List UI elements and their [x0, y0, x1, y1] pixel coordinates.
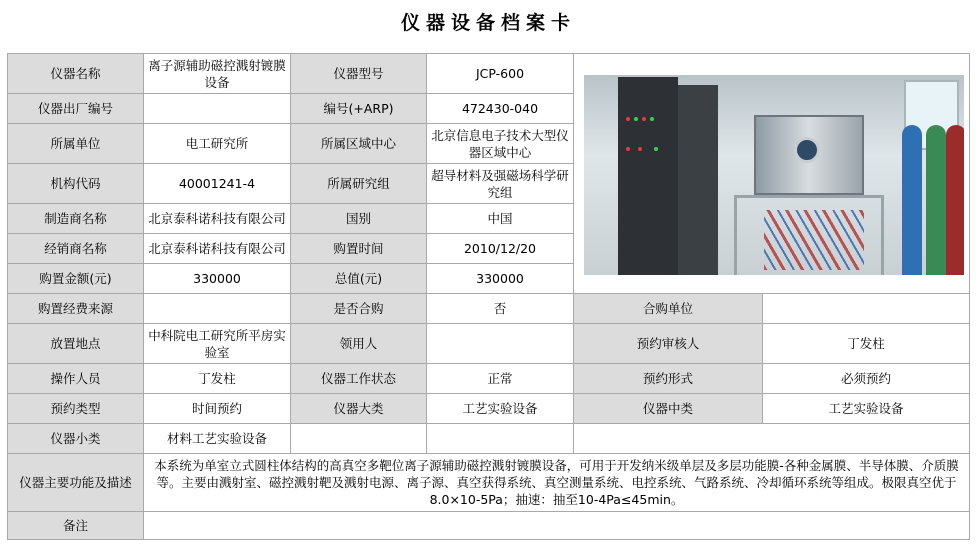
- label-location: 放置地点: [8, 324, 144, 364]
- value-manufacturer: 北京泰科诺科技有限公司: [144, 204, 291, 234]
- label-recipient: 领用人: [291, 324, 427, 364]
- label-total-value: 总值(元): [291, 264, 427, 294]
- value-research-group: 超导材料及强磁场科学研究组: [427, 164, 574, 204]
- photo-gas-cylinder: [902, 125, 922, 275]
- value-instrument-name: 离子源辅助磁控溅射镀膜设备: [144, 54, 291, 94]
- label-model: 仪器型号: [291, 54, 427, 94]
- card-title: 仪器设备档案卡: [400, 12, 576, 34]
- value-arp-number: 472430-040: [427, 94, 574, 124]
- value-recipient: [427, 324, 574, 364]
- photo-cables: [764, 210, 864, 270]
- value-funding-source: [144, 294, 291, 324]
- label-manufacturer: 制造商名称: [8, 204, 144, 234]
- label-booking-type: 预约类型: [8, 394, 144, 424]
- label-factory-serial: 仪器出厂编号: [8, 94, 144, 124]
- table-row: [8, 394, 970, 424]
- value-unit: 电工研究所: [144, 124, 291, 164]
- instrument-photo: [584, 75, 964, 275]
- value-booking-form: 必须预约: [763, 364, 970, 394]
- label-funding-source: 购置经费来源: [8, 294, 144, 324]
- table-row: [8, 294, 970, 324]
- label-region-center: 所属区域中心: [291, 124, 427, 164]
- photo-viewport: [794, 137, 820, 163]
- table-row: [8, 512, 970, 540]
- label-joint-purchase: 是否合购: [291, 294, 427, 324]
- label-purchase-date: 购置时间: [291, 234, 427, 264]
- value-total-value: 330000: [427, 264, 574, 294]
- label-unit: 所属单位: [8, 124, 144, 164]
- value-description: 本系统为单室立式圆柱体结构的高真空多靶位离子源辅助磁控溅射镀膜设备，可用于开发纳米级单层及多层功能膜-各种金属膜、半导体膜、介质膜等。主要由溅射室、磁控溅射靶及溅射电源、离子源、真空获得系统、真空测量系统、电控系统、气路系统、冷却循环系统等组成。极限真空优于8.0×10-5Pa；抽速：抽至10-4Pa≤45min。: [144, 454, 970, 512]
- label-minor-category: 仪器小类: [8, 424, 144, 454]
- value-region-center: 北京信息电子技术大型仪器区域中心: [427, 124, 574, 164]
- photo-control-rack: [618, 77, 678, 275]
- empty-cell: [574, 424, 970, 454]
- value-work-status: 正常: [427, 364, 574, 394]
- label-remarks: 备注: [8, 512, 144, 540]
- table-row: [8, 424, 970, 454]
- photo-gas-cylinder: [946, 125, 964, 275]
- value-country: 中国: [427, 204, 574, 234]
- empty-cell: [291, 424, 427, 454]
- value-booking-type: 时间预约: [144, 394, 291, 424]
- value-factory-serial: [144, 94, 291, 124]
- instrument-photo-cell: [574, 54, 970, 294]
- value-operator: 丁发柱: [144, 364, 291, 394]
- value-location: 中科院电工研究所平房实验室: [144, 324, 291, 364]
- label-instrument-name: 仪器名称: [8, 54, 144, 94]
- value-purchase-date: 2010/12/20: [427, 234, 574, 264]
- label-purchase-amount: 购置金额(元): [8, 264, 144, 294]
- label-country: 国别: [291, 204, 427, 234]
- value-remarks: [144, 512, 970, 540]
- label-work-status: 仪器工作状态: [291, 364, 427, 394]
- label-org-code: 机构代码: [8, 164, 144, 204]
- value-dealer: 北京泰科诺科技有限公司: [144, 234, 291, 264]
- label-dealer: 经销商名称: [8, 234, 144, 264]
- value-joint-unit: [763, 294, 970, 324]
- label-major-category: 仪器大类: [291, 394, 427, 424]
- table-row: [8, 454, 970, 512]
- table-row: [8, 364, 970, 394]
- label-mid-category: 仪器中类: [574, 394, 763, 424]
- label-booking-reviewer: 预约审核人: [574, 324, 763, 364]
- value-model: JCP-600: [427, 54, 574, 94]
- table-row: [8, 54, 970, 94]
- label-research-group: 所属研究组: [291, 164, 427, 204]
- value-minor-category: 材料工艺实验设备: [144, 424, 291, 454]
- value-org-code: 40001241-4: [144, 164, 291, 204]
- value-major-category: 工艺实验设备: [427, 394, 574, 424]
- value-purchase-amount: 330000: [144, 264, 291, 294]
- photo-power-rack: [678, 85, 718, 275]
- label-joint-unit: 合购单位: [574, 294, 763, 324]
- value-joint-purchase: 否: [427, 294, 574, 324]
- photo-gas-cylinder: [926, 125, 946, 275]
- table-row: [8, 324, 970, 364]
- archive-card-table: [7, 53, 970, 540]
- label-description: 仪器主要功能及描述: [8, 454, 144, 512]
- empty-cell: [427, 424, 574, 454]
- label-operator: 操作人员: [8, 364, 144, 394]
- value-booking-reviewer: 丁发柱: [763, 324, 970, 364]
- label-arp-number: 编号(+ARP): [291, 94, 427, 124]
- value-mid-category: 工艺实验设备: [763, 394, 970, 424]
- label-booking-form: 预约形式: [574, 364, 763, 394]
